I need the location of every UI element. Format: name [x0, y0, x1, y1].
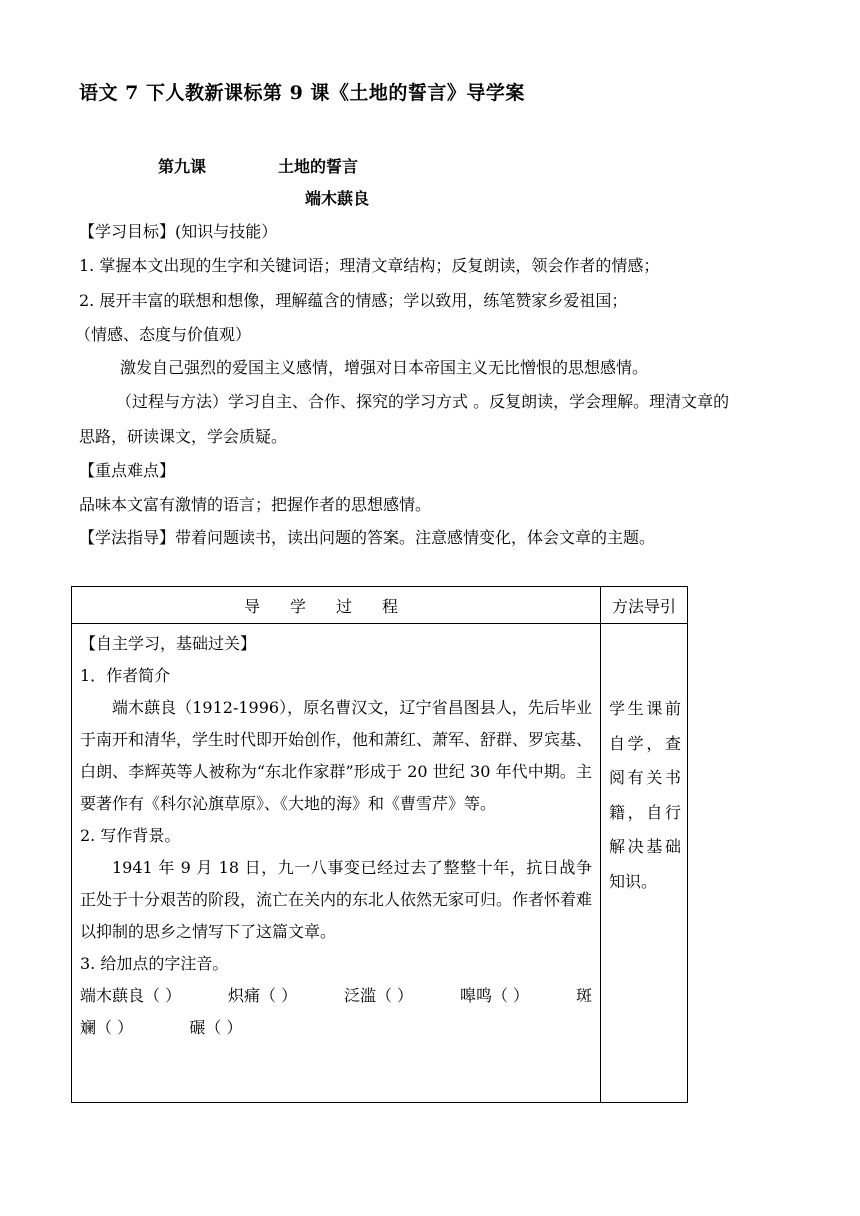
key-points-text: 品味本文富有激情的语言；把握作者的思想感情。 [79, 495, 432, 514]
item-1-text: 端木蕻良（1912-1996），原名曹汉文，辽宁省昌图县人，先后毕业于南开和清华，学生时代即开始创作，他和萧红、萧军、舒群、罗宾基、白朗、李辉英等人被称为“东北作家群”形成于 20 世纪 30 年代中期。主要著作有《科尔沁旗草原》、《大地的海》和《曹雪芹》等。 [80, 698, 593, 813]
lesson-name: 土地的誓言 [278, 157, 359, 176]
item-2-text: 1941 年 9 月 18 日，九一八事变已经过去了整整十年，抗日战争正处于十分艰苦的阶段，流亡在关内的东北人依然无家可归。作者怀着难以抑制的思乡之情写下了这篇文章。 [80, 858, 593, 941]
pinyin-item: 斓（ ） [80, 1018, 134, 1037]
pinyin-item: 嗥鸣（ ） [459, 986, 530, 1005]
objective-item-1: 1. 掌握本文出现的生字和关键词语；理清文章结构；反复朗读，领会作者的情感； [79, 256, 660, 275]
document-title: 语文 7 下人教新课标第 9 课《土地的誓言》导学案 [79, 82, 525, 104]
pinyin-item: 炽痛（ ） [227, 986, 298, 1005]
pinyin-item: 斑 [575, 986, 592, 1005]
pinyin-row-1 [80, 980, 592, 1012]
table-header-main: 导学过程 [72, 587, 601, 624]
lesson-author: 端木蕻良 [305, 189, 370, 208]
section-title: 【自主学习，基础过关】 [80, 634, 257, 653]
table-header-row [72, 587, 688, 624]
method-guidance: 【学法指导】带着问题读书，读出问题的答案。注意感情变化，体会文章的主题。 [79, 528, 656, 547]
pinyin-item: 碾（ ） [189, 1018, 243, 1037]
emotion-text: 激发自己强烈的爱国主义感情，增强对日本帝国主义无比憎恨的思想感情。 [120, 358, 649, 377]
pinyin-item: 端木蕻良（ ） [80, 986, 182, 1005]
item-3-title: 3. 给加点的字注音。 [80, 954, 229, 973]
objective-item-2: 2. 展开丰富的联想和想像，理解蕴含的情感；学以致用，练笔赞家乡爱祖国； [79, 291, 628, 310]
process-line-1: （过程与方法）学习自主、合作、探究的学习方式 。反复朗读，学会理解。理清文章的 [116, 392, 730, 411]
lesson-number: 第九课 [158, 157, 207, 176]
key-points-heading: 【重点难点】 [79, 461, 176, 480]
pinyin-row-2 [80, 1012, 592, 1044]
objectives-heading: 【学习目标】(知识与技能） [79, 222, 278, 241]
guide-process-cell [72, 624, 601, 1103]
table-body-row [72, 624, 688, 1103]
pinyin-item: 泛滥（ ） [343, 986, 414, 1005]
method-guide-cell [601, 624, 688, 1103]
method-guide-text: 学生课前自学，查阅有关书籍，自行解决基础知识。 [609, 699, 681, 891]
process-line-2: 思路，研读课文，学会质疑。 [79, 427, 288, 446]
table-header-side: 方法导引 [601, 587, 688, 624]
item-2-title: 2. 写作背景。 [80, 826, 181, 845]
emotion-heading: （情感、态度与价值观） [75, 325, 252, 344]
guide-table [71, 586, 688, 1103]
item-1-title: 1．作者简介 [80, 666, 171, 685]
